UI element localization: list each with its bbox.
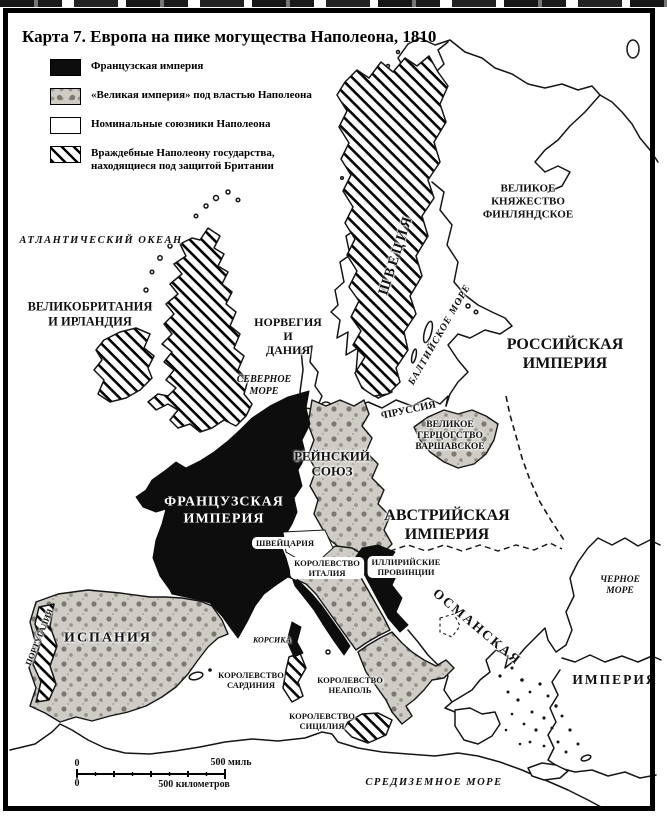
label-switzerland: ШВЕЙЦАРИЯ <box>252 537 318 549</box>
label-great-britain-ireland: ВЕЛИКОБРИТАНИЯ И ИРЛАНДИЯ <box>27 299 153 328</box>
label-french-empire: ФРАНЦУЗСКАЯ ИМПЕРИЯ <box>164 494 284 526</box>
label-ottoman-2: ИМПЕРИЯ <box>572 672 658 688</box>
legend-label: «Великая империя» под властью Наполеона <box>91 89 312 101</box>
label-sweden: ШВЕЦИЯ <box>376 212 417 298</box>
label-norway-denmark: НОРВЕГИЯ И ДАНИЯ <box>254 314 322 358</box>
label-kingdom-sicily: КОРОЛЕВСТВО СИЦИЛИЯ <box>289 710 355 731</box>
legend-label: Номинальные союзники Наполеона <box>91 118 271 130</box>
label-rhine-confederation: РЕЙНСКИЙ СОЮЗ <box>294 448 370 479</box>
label-scale-miles-zero: 0 <box>74 758 80 770</box>
map-title: Карта 7. Европа на пике могущества Наполеона, 1810 <box>22 27 437 46</box>
label-grand-duchy-finland: ВЕЛИКОЕ КНЯЖЕСТВО ФИНЛЯНДСКОЕ <box>482 182 574 221</box>
label-portugal: ПОРТУГАЛИЯ <box>23 607 55 667</box>
label-scale-km: 500 километров <box>158 779 230 791</box>
label-spain: ИСПАНИЯ <box>64 630 152 646</box>
label-prussia: ПРУССИЯ <box>382 399 437 422</box>
label-ottoman-1: ОСМАНСКАЯ <box>430 585 525 668</box>
label-atlantic-ocean: АТЛАНТИЧЕСКИЙ ОКЕАН <box>19 234 183 246</box>
label-baltic-sea: БАЛТИЙСКОЕ МОРЕ <box>406 282 474 388</box>
label-corsica: КОРСИКА <box>252 635 292 645</box>
label-kingdom-naples: КОРОЛЕВСТВО НЕАПОЛЬ <box>317 674 383 695</box>
label-grand-duchy-warsaw: ВЕЛИКОЕ ГЕРЦОГСТВО ВАРШАВСКОЕ <box>415 420 485 453</box>
label-kingdom-italy: КОРОЛЕВСТВО ИТАЛИЯ <box>290 557 364 579</box>
label-austrian-empire: АВСТРИЙСКАЯ ИМПЕРИЯ <box>384 507 510 543</box>
label-illyrian-provinces: ИЛЛИРИЙСКИЕ ПРОВИНЦИИ <box>368 556 445 578</box>
legend-label: Враждебные Наполеону государства, находящиеся под защитой Британии <box>91 147 275 172</box>
label-mediterranean-sea: СРЕДИЗЕМНОЕ МОРЕ <box>365 776 503 788</box>
label-scale-miles: 500 миль <box>210 757 252 769</box>
legend-label: Французская империя <box>91 60 204 72</box>
label-russian-empire: РОССИЙСКАЯ ИМПЕРИЯ <box>506 336 624 372</box>
label-kingdom-sardinia: КОРОЛЕВСТВО САРДИНИЯ <box>218 669 284 690</box>
label-scale-km-zero: 0 <box>74 778 80 790</box>
label-north-sea: СЕВЕРНОЕ МОРЕ <box>236 374 292 397</box>
label-black-sea: ЧЕРНОЕ МОРЕ <box>600 574 640 596</box>
